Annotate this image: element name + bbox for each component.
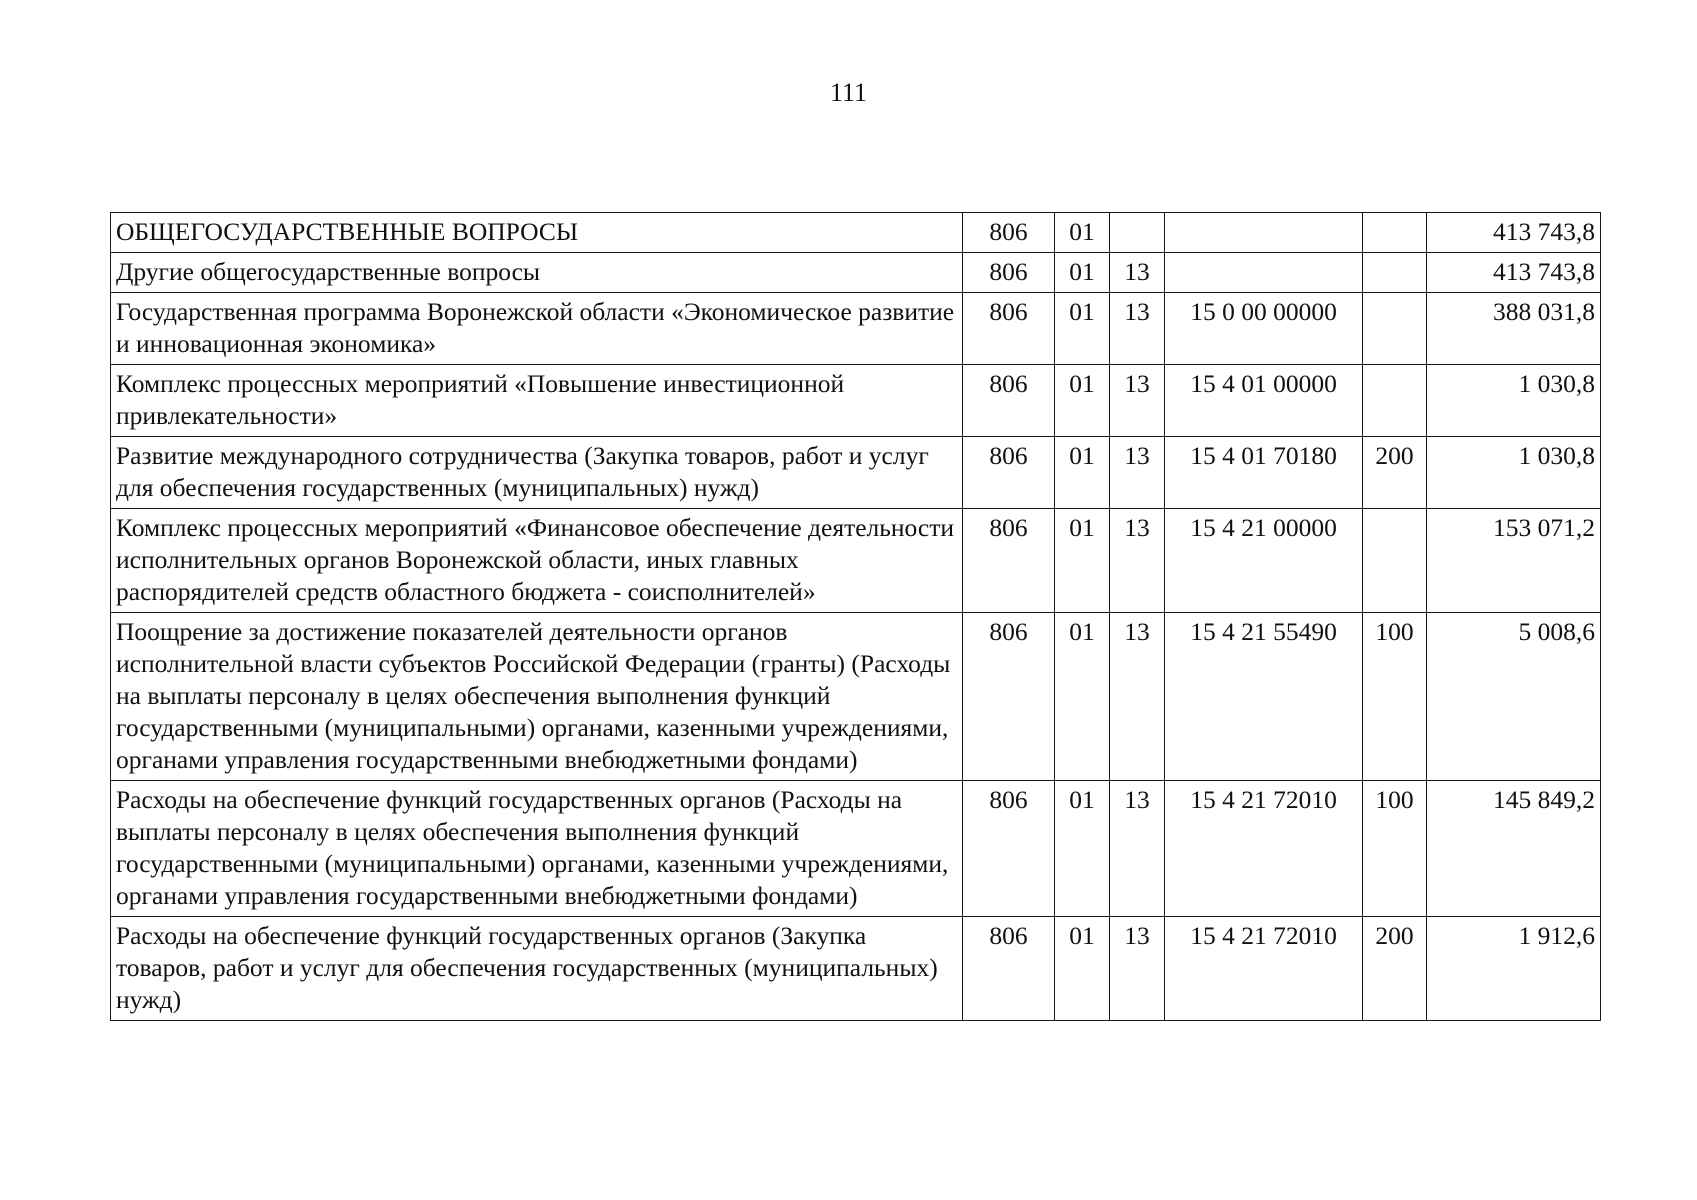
expense-name-cell: Расходы на обеспечение функций государственных органов (Закупка товаров, работ и услуг для обеспечения государственных (муниципальных) нужд) (111, 917, 963, 1021)
department-code-cell: 806 (963, 365, 1055, 437)
table-row (111, 613, 1601, 781)
target-item-cell: 15 4 21 72010 (1165, 917, 1363, 1021)
table-row (111, 917, 1601, 1021)
amount-cell: 1 912,6 (1427, 917, 1601, 1021)
department-code-cell: 806 (963, 253, 1055, 293)
subsection-code-cell: 13 (1110, 293, 1165, 365)
department-code-cell: 806 (963, 293, 1055, 365)
expense-type-cell: 200 (1363, 917, 1427, 1021)
table-row (111, 437, 1601, 509)
target-item-cell: 15 4 01 70180 (1165, 437, 1363, 509)
section-code-cell: 01 (1055, 917, 1110, 1021)
subsection-code-cell: 13 (1110, 781, 1165, 917)
expense-name-cell: ОБЩЕГОСУДАРСТВЕННЫЕ ВОПРОСЫ (111, 213, 963, 253)
amount-cell: 1 030,8 (1427, 365, 1601, 437)
subsection-code-cell: 13 (1110, 365, 1165, 437)
section-code-cell: 01 (1055, 613, 1110, 781)
amount-cell: 388 031,8 (1427, 293, 1601, 365)
subsection-code-cell: 13 (1110, 509, 1165, 613)
amount-cell: 145 849,2 (1427, 781, 1601, 917)
section-code-cell: 01 (1055, 509, 1110, 613)
page-number: 111 (829, 78, 868, 107)
table-row (111, 213, 1601, 253)
target-item-cell: 15 0 00 00000 (1165, 293, 1363, 365)
amount-cell: 1 030,8 (1427, 437, 1601, 509)
table-row (111, 253, 1601, 293)
table-row (111, 781, 1601, 917)
expense-name-cell: Государственная программа Воронежской области «Экономическое развитие и инновационная экономика» (111, 293, 963, 365)
table-row (111, 365, 1601, 437)
amount-cell: 413 743,8 (1427, 213, 1601, 253)
expense-name-cell: Развитие международного сотрудничества (Закупка товаров, работ и услуг для обеспечения государственных (муниципальных) нужд) (111, 437, 963, 509)
expense-name-cell: Комплекс процессных мероприятий «Финансовое обеспечение деятельности исполнительных органов Воронежской области, иных главных распорядителей средств областного бюджета - соисполнителей» (111, 509, 963, 613)
section-code-cell: 01 (1055, 293, 1110, 365)
expense-type-cell: 100 (1363, 613, 1427, 781)
amount-cell: 5 008,6 (1427, 613, 1601, 781)
subsection-code-cell: 13 (1110, 437, 1165, 509)
expense-type-cell: 100 (1363, 781, 1427, 917)
amount-cell: 153 071,2 (1427, 509, 1601, 613)
subsection-code-cell: 13 (1110, 253, 1165, 293)
table-row (111, 509, 1601, 613)
department-code-cell: 806 (963, 613, 1055, 781)
section-code-cell: 01 (1055, 437, 1110, 509)
expense-type-cell (1363, 253, 1427, 293)
expense-type-cell (1363, 365, 1427, 437)
section-code-cell: 01 (1055, 213, 1110, 253)
target-item-cell: 15 4 21 72010 (1165, 781, 1363, 917)
expense-name-cell: Комплекс процессных мероприятий «Повышение инвестиционной привлекательности» (111, 365, 963, 437)
table-row (111, 293, 1601, 365)
subsection-code-cell: 13 (1110, 613, 1165, 781)
department-code-cell: 806 (963, 509, 1055, 613)
expense-type-cell (1363, 293, 1427, 365)
section-code-cell: 01 (1055, 253, 1110, 293)
target-item-cell: 15 4 01 00000 (1165, 365, 1363, 437)
department-code-cell: 806 (963, 213, 1055, 253)
expense-name-cell: Расходы на обеспечение функций государственных органов (Расходы на выплаты персоналу в целях обеспечения выполнения функций государственными (муниципальными) органами, казенными учреждениями, органами управления государственными внебюджетными фондами) (111, 781, 963, 917)
amount-cell: 413 743,8 (1427, 253, 1601, 293)
subsection-code-cell (1110, 213, 1165, 253)
expense-name-cell: Поощрение за достижение показателей деятельности органов исполнительной власти субъектов Российской Федерации (гранты) (Расходы на выплаты персоналу в целях обеспечения выполнения функций государственными (муниципальными) органами, казенными учреждениями, органами управления государственными внебюджетными фондами) (111, 613, 963, 781)
department-code-cell: 806 (963, 917, 1055, 1021)
section-code-cell: 01 (1055, 365, 1110, 437)
expense-type-cell: 200 (1363, 437, 1427, 509)
subsection-code-cell: 13 (1110, 917, 1165, 1021)
target-item-cell: 15 4 21 55490 (1165, 613, 1363, 781)
expense-name-cell: Другие общегосударственные вопросы (111, 253, 963, 293)
section-code-cell: 01 (1055, 781, 1110, 917)
expense-type-cell (1363, 509, 1427, 613)
expense-type-cell (1363, 213, 1427, 253)
target-item-cell (1165, 213, 1363, 253)
department-code-cell: 806 (963, 781, 1055, 917)
table-body (111, 213, 1601, 1021)
department-code-cell: 806 (963, 437, 1055, 509)
budget-table (110, 212, 1601, 1021)
target-item-cell (1165, 253, 1363, 293)
target-item-cell: 15 4 21 00000 (1165, 509, 1363, 613)
